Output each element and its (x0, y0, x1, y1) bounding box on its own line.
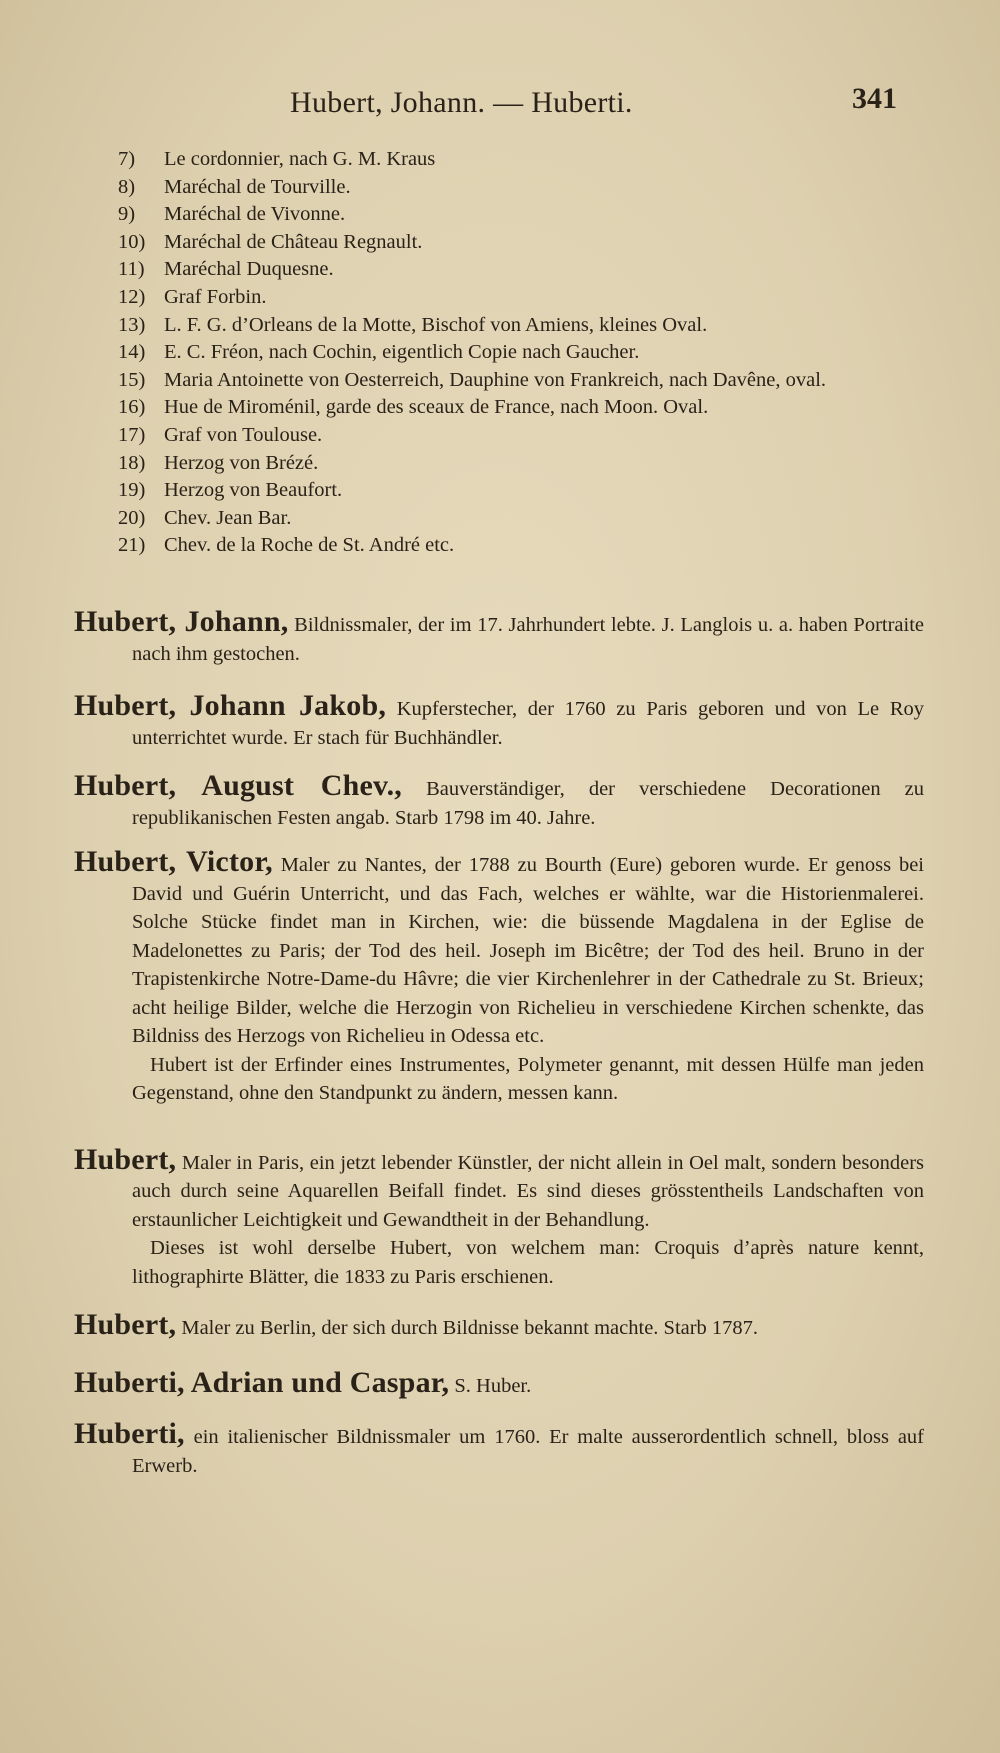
entry-paragraph: Hubert ist der Erfinder eines Instrumentes, Polymeter genannt, mit dessen Hülfe man jeden Gegenstand, ohne den Standpunkt zu ändern, messen kann. (132, 1053, 924, 1104)
entry-text: S. Huber. (454, 1374, 532, 1397)
list-item-text: Herzog von Brézé. (164, 451, 319, 474)
entry-text: Maler zu Nantes, der 1788 zu Bourth (Eure) geboren wurde. Er genoss bei David und Guérin Unterricht, und das Fach, welches er wählte, war die Historienmalerei. Solche Stücke findet man in Kirchen, wie: die büssende Magdalena in der Eglise de Madelonettes zu Paris; der Tod des heil. Joseph im Bicêtre; der Tod des heil. Bruno in der Trapistenkirche Notre-Dame-du Hâvre; die vier Kirchenlehrer in der Cathedrale zu St. Brieux; acht heilige Bilder, welche die Herzogin von Richelieu in verschiedene Kirchen schenkte, das Bildniss des Herzogs von Richelieu in Odessa etc. (132, 854, 924, 1047)
list-item (118, 174, 918, 202)
list-item-text: Graf Forbin. (164, 285, 267, 308)
list-item (118, 394, 918, 422)
list-item (118, 201, 918, 229)
dictionary-entry (74, 769, 924, 832)
list-item (118, 256, 918, 284)
list-item-text: Herzog von Beaufort. (164, 479, 343, 502)
list-item-number: 14) (118, 341, 146, 364)
list-item-number: 15) (118, 368, 146, 391)
list-item-number: 11) (118, 258, 145, 281)
list-item-text: Maréchal de Tourville. (164, 175, 351, 198)
list-item-number: 18) (118, 451, 146, 474)
list-item (118, 505, 918, 533)
list-item-text: Maréchal de Château Regnault. (164, 230, 423, 253)
dictionary-entries (74, 605, 925, 1480)
list-item-text: Hue de Miroménil, garde des sceaux de France, nach Moon. Oval. (164, 396, 709, 419)
entry-headword: Huberti, Adrian und Caspar, (74, 1365, 450, 1399)
entry-headword: Huberti, (74, 1417, 185, 1450)
list-item-number: 17) (118, 423, 146, 446)
list-item-number: 13) (118, 313, 146, 336)
entry-headword: Hubert, Victor, (74, 845, 273, 878)
list-item (118, 284, 918, 312)
entry-text: Maler in Paris, ein jetzt lebender Künstler, der nicht allein in Oel malt, sondern besonders auch durch seine Aquarellen Beifall findet. Es sind dieses grösstentheils Landschaften von erstaunlicher Leichtigkeit und Gewandtheit in der Behandlung. (132, 1151, 925, 1231)
list-item (118, 229, 918, 257)
list-item-text: Maréchal Duquesne. (164, 258, 334, 281)
list-item-text: Chev. de la Roche de St. André etc. (164, 534, 455, 557)
list-item-number: 16) (118, 396, 146, 419)
list-item-number: 19) (118, 479, 146, 502)
list-item-text: Chev. Jean Bar. (164, 506, 292, 529)
list-item (118, 312, 918, 340)
list-item (118, 367, 918, 395)
entry-text: Kupferstecher, der 1760 zu Paris geboren und von Le Roy unterrichtet wurde. Er stach für Buchhändler. (132, 698, 924, 749)
dictionary-entry (74, 845, 924, 1108)
list-item (118, 477, 918, 505)
list-item (118, 146, 918, 174)
dictionary-entry (74, 605, 925, 668)
entry-headword: Hubert, August Chev., (74, 769, 402, 802)
list-item (118, 422, 918, 450)
entry-text: Maler zu Berlin, der sich durch Bildnisse bekannt machte. Starb 1787. (181, 1317, 759, 1339)
list-item-text: L. F. G. d’Orleans de la Motte, Bischof von Amiens, kleines Oval. (164, 313, 708, 336)
entry-headword: Hubert, Johann Jakob, (74, 689, 387, 722)
list-item-number: 12) (118, 285, 146, 308)
entry-paragraph: Dieses ist wohl derselbe Hubert, von welchem man: Croquis d’après nature kennt, lithographirte Blätter, die 1833 zu Paris erschienen. (132, 1237, 924, 1288)
page-number: 341 (852, 82, 897, 115)
entry-headword: Hubert, (74, 1308, 177, 1341)
running-head: Hubert, Johann. — Huberti. (290, 86, 633, 119)
list-item-text: E. C. Fréon, nach Cochin, eigentlich Copie nach Gaucher. (164, 341, 640, 364)
dictionary-entry (74, 1365, 924, 1401)
entry-text: ein italienischer Bildnissmaler um 1760. Er malte ausserordentlich schnell, bloss auf Erwerb. (132, 1426, 924, 1477)
entry-headword: Hubert, Johann, (74, 605, 289, 638)
dictionary-entry (74, 1308, 924, 1343)
list-item-number: 20) (118, 506, 146, 529)
entry-text: Bauverständiger, der verschiedene Decorationen zu republikanischen Festen angab. Starb 1798 im 40. Jahre. (132, 778, 924, 829)
list-item-number: 7) (118, 148, 136, 170)
list-item-number: 9) (118, 203, 136, 226)
entry-headword: Hubert, (74, 1142, 177, 1176)
dictionary-entry (74, 689, 924, 752)
entry-text: Bildnissmaler, der im 17. Jahrhundert lebte. J. Langlois u. a. haben Portraite nach ihm gestochen. (132, 614, 925, 665)
list-item-number: 21) (118, 534, 146, 557)
list-item-number: 10) (118, 230, 146, 253)
dictionary-entry (74, 1417, 924, 1480)
list-item-text: Maréchal de Vivonne. (164, 203, 346, 226)
page-header (0, 82, 1000, 122)
list-item-number: 8) (118, 175, 136, 198)
list-item (118, 532, 918, 560)
list-item (118, 339, 918, 367)
list-item-text: Graf von Toulouse. (164, 423, 323, 446)
dictionary-entry (74, 1142, 925, 1292)
list-item (118, 450, 918, 478)
list-item-text: Maria Antoinette von Oesterreich, Dauphine von Frankreich, nach Davêne, oval. (164, 368, 827, 391)
engraving-list (118, 146, 918, 560)
list-item-text: Le cordonnier, nach G. M. Kraus (164, 148, 436, 170)
